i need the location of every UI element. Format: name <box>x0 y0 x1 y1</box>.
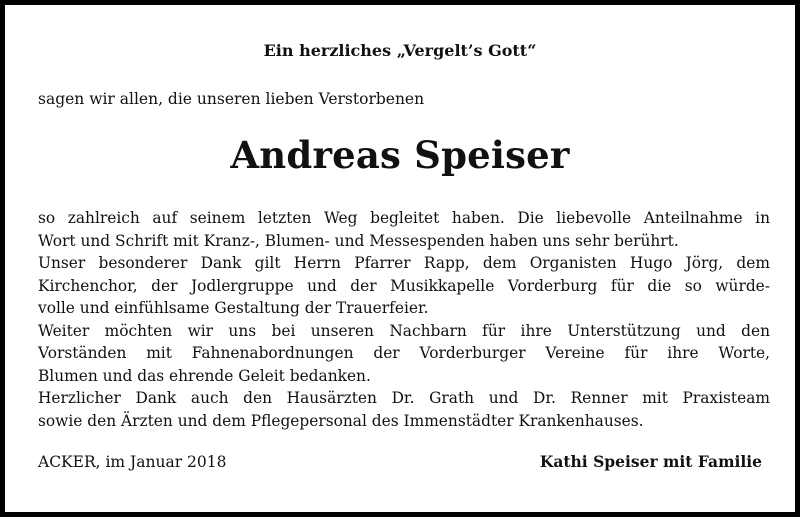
notice-heading: Ein herzliches „Vergelt’s Gott“ <box>263 41 537 60</box>
body-line: Blumen und das ehrende Geleit bedanken. <box>38 366 371 385</box>
place-date: ACKER, im Januar 2018 <box>38 453 227 471</box>
thanks-body <box>38 207 770 432</box>
body-line: Unser besonderer Dank gilt Herrn Pfarrer Rapp, dem Organisten Hugo Jörg, dem <box>38 254 770 272</box>
body-line: Vorständen mit Fahnenabordnungen der Vorderburger Vereine für ihre Worte, <box>38 344 770 362</box>
deceased-name: Andreas Speiser <box>230 133 570 177</box>
body-line: so zahlreich auf seinem letzten Weg begleitet haben. Die liebevolle Anteilnahme in <box>38 209 770 227</box>
body-line: Herzlicher Dank auch den Hausärzten Dr. Grath und Dr. Renner mit Praxisteam <box>38 389 770 407</box>
signature: Kathi Speiser mit Familie <box>539 452 762 471</box>
intro-line: sagen wir allen, die unseren lieben Verstorbenen <box>38 90 425 108</box>
body-line: volle und einfühlsame Gestaltung der Trauerfeier. <box>38 299 429 317</box>
body-line: Wort und Schrift mit Kranz-, Blumen- und Messespenden haben uns sehr berührt. <box>38 231 679 250</box>
body-line: Kirchenchor, der Jodlergruppe und der Musikkapelle Vorderburg für die so würde- <box>38 276 770 295</box>
body-line: Weiter möchten wir uns bei unseren Nachbarn für ihre Unterstützung und den <box>38 321 770 340</box>
body-line: sowie den Ärzten und dem Pflegepersonal des Immenstädter Krankenhauses. <box>38 411 644 430</box>
